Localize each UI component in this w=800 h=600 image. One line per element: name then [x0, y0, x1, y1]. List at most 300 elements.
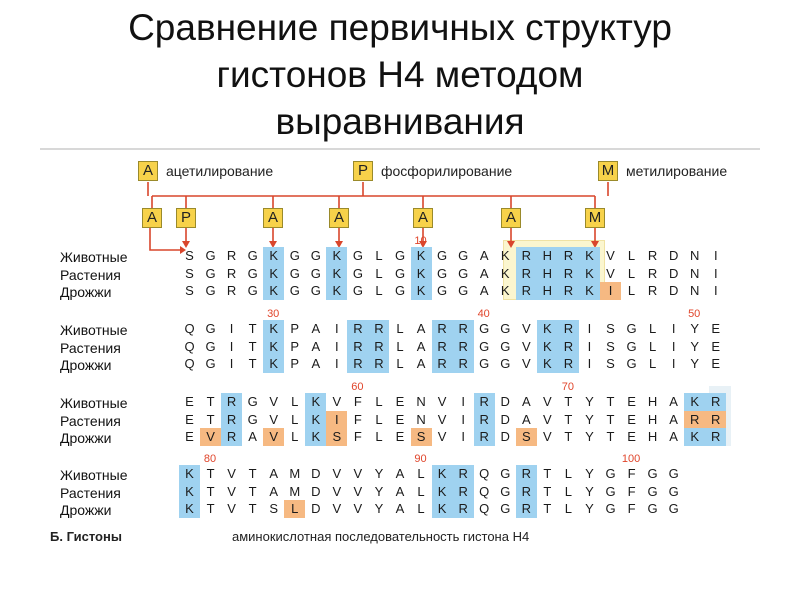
residue: L	[627, 248, 636, 263]
residue: A	[669, 411, 678, 427]
residue: A	[395, 483, 405, 499]
position-number: 50	[688, 308, 701, 320]
residue: V	[521, 321, 531, 336]
residue: S	[185, 283, 194, 298]
organism-label: Животные	[60, 249, 128, 265]
residue: D	[500, 411, 510, 427]
residue: K	[263, 338, 284, 356]
residue: G	[626, 356, 637, 371]
organism-label: Животные	[60, 395, 128, 411]
residue: I	[600, 282, 621, 300]
residue: G	[500, 338, 511, 354]
residue: M	[289, 466, 301, 481]
organism-label: Дрожжи	[60, 502, 112, 518]
organism-label: Растения	[60, 266, 121, 283]
residue: L	[375, 283, 383, 298]
residue: E	[185, 411, 194, 427]
organism-label: Растения	[60, 339, 121, 356]
residue: V	[437, 394, 447, 409]
residue: G	[479, 356, 490, 371]
residue: E	[711, 321, 721, 336]
residue: G	[310, 265, 321, 281]
residue: V	[543, 411, 552, 427]
modification-mark: A	[413, 208, 433, 228]
residue: V	[606, 248, 615, 263]
residue: T	[206, 483, 215, 499]
residue: E	[395, 429, 405, 444]
residue: Q	[479, 483, 490, 499]
residue: Y	[585, 466, 594, 481]
residue: R	[647, 265, 658, 281]
residue: Y	[690, 321, 700, 336]
residue: T	[564, 394, 573, 409]
residue: I	[229, 356, 234, 371]
residue: Y	[690, 356, 700, 371]
residue: V	[543, 429, 552, 444]
residue: Q	[184, 321, 195, 336]
residue: H	[647, 429, 658, 444]
residue: R	[453, 320, 474, 338]
residue: S	[269, 501, 279, 516]
residue: V	[353, 466, 363, 481]
residue: K	[432, 483, 453, 501]
residue: G	[289, 283, 300, 298]
residue: R	[647, 283, 658, 298]
residue: T	[543, 466, 552, 481]
residue: K	[500, 265, 510, 281]
residue: R	[368, 320, 389, 338]
residue: E	[185, 394, 194, 409]
residue: R	[221, 411, 242, 429]
acetylation-label: ацетилирование	[166, 163, 274, 179]
residue: A	[669, 394, 678, 409]
residue: A	[416, 338, 426, 354]
residue: L	[417, 501, 425, 516]
residue: A	[311, 356, 321, 371]
residue: V	[332, 483, 342, 499]
organism-label: Дрожжи	[60, 430, 112, 446]
modification-mark: M	[585, 208, 605, 228]
residue: G	[668, 466, 679, 481]
residue: E	[395, 394, 405, 409]
residue: K	[432, 465, 453, 483]
residue: V	[437, 429, 447, 444]
residue: I	[229, 338, 234, 354]
residue: K	[263, 265, 284, 283]
residue: G	[605, 466, 616, 481]
residue: G	[437, 283, 448, 298]
residue: A	[395, 466, 405, 481]
residue: D	[311, 483, 321, 499]
residue: R	[347, 355, 368, 373]
residue: T	[248, 466, 257, 481]
residue: Q	[479, 501, 490, 516]
residue: N	[416, 394, 426, 409]
residue: R	[647, 248, 658, 263]
residue: I	[461, 429, 465, 444]
residue: V	[332, 501, 342, 516]
residue: P	[290, 338, 300, 354]
residue: T	[206, 411, 215, 427]
residue: Y	[585, 483, 594, 499]
residue: T	[543, 501, 552, 516]
residue: K	[537, 338, 558, 356]
residue: G	[500, 501, 511, 516]
residue: G	[458, 265, 469, 281]
residue: T	[206, 466, 215, 481]
residue: A	[248, 429, 257, 444]
residue: G	[247, 248, 258, 263]
residue: A	[311, 321, 321, 336]
residue: L	[648, 356, 657, 371]
residue: I	[671, 356, 676, 371]
modification-mark: A	[263, 208, 283, 228]
residue: G	[668, 483, 679, 499]
phosphorylation-tag: P	[353, 161, 373, 181]
residue: L	[564, 501, 572, 516]
residue: G	[626, 338, 637, 354]
residue: I	[713, 283, 718, 298]
methylation-label: метилирование	[626, 163, 728, 179]
residue: S	[326, 428, 347, 446]
residue: A	[395, 501, 405, 516]
residue: K	[305, 428, 326, 446]
residue: G	[605, 501, 616, 516]
residue: L	[648, 321, 657, 336]
residue: G	[205, 265, 216, 281]
residue: A	[416, 321, 426, 336]
residue: R	[516, 500, 537, 518]
residue: G	[247, 265, 258, 281]
residue: S	[606, 338, 615, 354]
residue: R	[558, 355, 579, 373]
residue: G	[605, 483, 616, 499]
residue: K	[684, 393, 705, 411]
organism-label: Дрожжи	[60, 284, 112, 300]
residue: S	[185, 248, 194, 263]
residue: L	[375, 429, 383, 444]
residue: I	[335, 338, 339, 354]
residue: G	[500, 321, 511, 336]
residue: K	[500, 283, 510, 298]
residue: E	[711, 356, 721, 371]
residue: L	[375, 394, 383, 409]
residue: R	[453, 338, 474, 356]
acetylation-tag: A	[138, 161, 158, 181]
residue: K	[179, 483, 200, 501]
residue: R	[221, 428, 242, 446]
residue: G	[310, 248, 321, 263]
residue: A	[521, 394, 531, 409]
residue: M	[289, 483, 301, 499]
residue: G	[500, 356, 511, 371]
methylation-tag: M	[598, 161, 618, 181]
residue: H	[647, 394, 658, 409]
residue: V	[227, 483, 236, 499]
residue: V	[353, 501, 363, 516]
residue: R	[453, 355, 474, 373]
residue: I	[713, 248, 718, 263]
residue: G	[247, 411, 258, 427]
residue: R	[474, 411, 495, 429]
residue: V	[521, 356, 531, 371]
residue: G	[352, 283, 363, 298]
residue: V	[227, 466, 236, 481]
residue: K	[263, 282, 284, 300]
residue: R	[226, 283, 237, 298]
residue: G	[352, 248, 363, 263]
residue: T	[248, 501, 257, 516]
residue: L	[627, 283, 636, 298]
residue: S	[606, 356, 615, 371]
residue: G	[458, 283, 469, 298]
residue: G	[205, 356, 216, 371]
residue: G	[289, 265, 300, 281]
residue: G	[247, 394, 258, 409]
residue: K	[432, 500, 453, 518]
residue: T	[606, 394, 615, 409]
residue: R	[558, 265, 579, 283]
residue: F	[627, 483, 636, 499]
residue: V	[332, 394, 342, 409]
residue: T	[248, 338, 257, 354]
residue: G	[205, 248, 216, 263]
residue: D	[500, 394, 510, 409]
residue: R	[368, 338, 389, 356]
residue: A	[269, 483, 279, 499]
residue: R	[474, 428, 495, 446]
modification-mark: A	[501, 208, 521, 228]
residue: R	[516, 483, 537, 501]
residue: T	[564, 429, 573, 444]
residue: P	[290, 321, 300, 336]
phosphorylation-label: фосфорилирование	[381, 163, 513, 179]
organism-label: Растения	[60, 484, 121, 501]
residue: S	[516, 428, 537, 446]
residue: T	[564, 411, 573, 427]
residue: A	[269, 466, 279, 481]
residue: L	[291, 394, 299, 409]
residue: K	[411, 247, 432, 265]
residue: N	[689, 283, 700, 298]
residue: G	[205, 338, 216, 354]
residue: L	[291, 429, 299, 444]
residue: K	[411, 265, 432, 283]
residue: I	[461, 411, 465, 427]
residue: L	[417, 466, 425, 481]
legend-acetylation	[138, 160, 273, 182]
residue: K	[305, 411, 326, 429]
residue: R	[432, 355, 453, 373]
residue: R	[226, 265, 237, 281]
modification-mark: A	[329, 208, 349, 228]
residue: E	[627, 411, 636, 427]
residue: G	[500, 466, 511, 481]
residue: E	[185, 429, 194, 444]
residue: R	[684, 411, 705, 429]
residue: G	[458, 248, 469, 263]
residue: A	[479, 248, 489, 263]
residue: L	[396, 321, 404, 336]
residue: I	[587, 356, 592, 371]
residue: R	[516, 247, 537, 265]
residue: L	[564, 483, 572, 499]
residue: A	[669, 429, 678, 444]
residue: V	[353, 483, 363, 499]
residue: K	[179, 465, 200, 483]
title-line-3: выравнивания	[275, 101, 525, 142]
residue: K	[263, 320, 284, 338]
position-number: 100	[621, 453, 641, 465]
residue: I	[461, 394, 465, 409]
residue: R	[558, 338, 579, 356]
residue: V	[200, 428, 221, 446]
residue: F	[353, 394, 362, 409]
position-number: 90	[414, 453, 427, 465]
residue: V	[543, 394, 552, 409]
residue: K	[326, 282, 347, 300]
residue: I	[671, 338, 676, 354]
residue: R	[705, 411, 726, 429]
residue: G	[647, 466, 658, 481]
residue: Y	[585, 501, 594, 516]
organism-label: Животные	[60, 322, 128, 338]
residue: F	[627, 501, 636, 516]
residue: H	[537, 265, 558, 283]
residue: G	[437, 265, 448, 281]
position-number: 70	[561, 381, 575, 393]
residue: Y	[585, 429, 594, 444]
title-line-2: гистонов Н4 методом	[216, 54, 584, 95]
residue: V	[269, 394, 279, 409]
modification-mark: P	[176, 208, 196, 228]
residue: Q	[184, 338, 195, 354]
residue: G	[289, 248, 300, 263]
residue: F	[353, 411, 362, 427]
residue: D	[311, 466, 321, 481]
residue: G	[352, 265, 363, 281]
position-number: 10	[414, 235, 427, 247]
residue: R	[516, 282, 537, 300]
residue: L	[396, 338, 404, 354]
residue: I	[587, 338, 592, 354]
residue: Y	[374, 466, 384, 481]
figure-caption-label: Б. Гистоны	[50, 529, 122, 544]
residue: Y	[374, 483, 384, 499]
residue: R	[432, 338, 453, 356]
residue: T	[606, 411, 615, 427]
residue: V	[437, 411, 447, 427]
residue: L	[648, 338, 657, 354]
residue: R	[226, 248, 237, 263]
residue: L	[375, 248, 383, 263]
title-line-1: Сравнение первичных структур	[128, 7, 672, 48]
residue: N	[689, 265, 700, 281]
residue: I	[229, 321, 234, 336]
residue: R	[516, 265, 537, 283]
residue: R	[368, 355, 389, 373]
residue: I	[671, 321, 676, 336]
residue: G	[205, 283, 216, 298]
residue: S	[185, 265, 194, 281]
residue: G	[247, 283, 258, 298]
residue: K	[411, 282, 432, 300]
residue: I	[587, 321, 592, 336]
residue: K	[326, 265, 347, 283]
position-number: 80	[203, 453, 217, 465]
organism-label: Растения	[60, 412, 121, 429]
residue: G	[394, 248, 406, 263]
residue: K	[537, 355, 558, 373]
residue: K	[537, 320, 558, 338]
residue: E	[627, 429, 636, 444]
residue: R	[558, 282, 579, 300]
residue: G	[437, 248, 448, 263]
residue: A	[311, 338, 321, 354]
figure-caption-text: аминокислотная последовательность гистона Н4	[232, 529, 530, 544]
residue: I	[335, 321, 339, 336]
residue: R	[705, 393, 726, 411]
residue: Y	[690, 338, 700, 354]
residue: G	[479, 338, 490, 354]
residue: R	[474, 393, 495, 411]
residue: K	[579, 282, 600, 300]
residue: G	[500, 483, 511, 499]
residue: N	[689, 248, 700, 263]
residue: L	[627, 265, 636, 281]
organism-label: Животные	[60, 467, 128, 483]
residue: L	[564, 466, 572, 481]
residue: T	[206, 394, 215, 409]
residue: R	[453, 465, 474, 483]
residue: V	[263, 428, 284, 446]
residue: R	[516, 465, 537, 483]
residue: G	[310, 283, 321, 298]
residue: T	[206, 501, 215, 516]
residue: R	[453, 500, 474, 518]
residue: G	[647, 501, 658, 516]
residue: R	[221, 393, 242, 411]
residue: L	[417, 483, 425, 499]
residue: D	[668, 248, 679, 263]
residue: K	[263, 247, 284, 265]
residue: Y	[374, 501, 384, 516]
residue: K	[579, 265, 600, 283]
residue: L	[375, 265, 383, 281]
residue: P	[290, 356, 300, 371]
residue: K	[326, 247, 347, 265]
residue: V	[606, 265, 615, 281]
residue: T	[606, 429, 615, 444]
residue: A	[416, 356, 426, 371]
residue: L	[375, 411, 383, 427]
residue: R	[705, 428, 726, 446]
residue: H	[537, 247, 558, 265]
residue: D	[311, 501, 321, 516]
residue: Y	[585, 411, 594, 427]
residue: K	[500, 248, 510, 263]
residue: I	[713, 265, 718, 281]
residue: N	[416, 411, 426, 427]
residue: Q	[184, 356, 195, 371]
residue: A	[479, 283, 489, 298]
arrow-1	[150, 228, 180, 250]
residue: L	[396, 356, 404, 371]
residue: Y	[585, 394, 594, 409]
organism-label: Дрожжи	[60, 357, 112, 373]
residue: E	[711, 338, 721, 354]
residue: E	[627, 394, 636, 409]
